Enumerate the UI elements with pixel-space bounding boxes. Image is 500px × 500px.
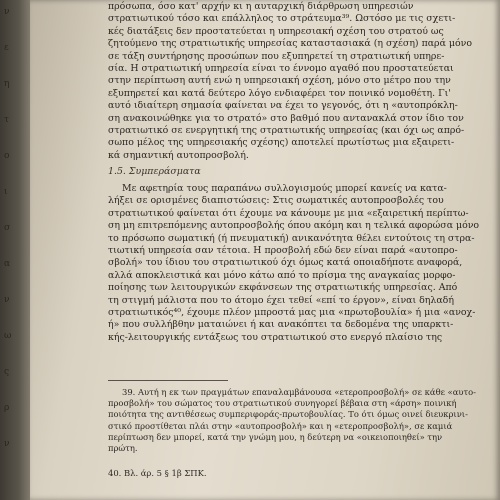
- text-line: ση μη επιτρεπόμενης αυτοπροσβολής όπου ακόμη και η τελικά αφορώσα μόνο: [108, 220, 480, 232]
- text-line: ή» που συλλήβθην ματαιώνει ή και ανακόπτει τα δεδομένα της υπαρκτι-: [108, 319, 454, 331]
- text-line: σε τάξη συντήρησης προσώπων που εξυπηρετεί τη στρατιωτική υπηρε-: [108, 50, 445, 62]
- facing-page-fragment: ι: [4, 187, 8, 197]
- facing-page-fragment: α: [4, 259, 11, 269]
- top-paragraph: [108, 1, 472, 162]
- footnote-40: 40. Βλ. άρ. 5 § 1β ΣΠΚ.: [108, 468, 207, 478]
- book-page: [30, 0, 500, 500]
- footnote-rule: [108, 380, 228, 381]
- text-line: στρατιωτικό σε ενεργητική της στρατιωτικής υπηρεσίας (και όχι ως απρό-: [108, 125, 465, 137]
- text-line: εξυπηρετεί και κατά δεύτερο λόγο ενδιαφέρει τον ποινικό νομοθέτη. Γι': [108, 87, 451, 99]
- text-line: περίπτωση δεν μπορεί, κατά την γνώμη μου, η δεύτερη να «οικειοποιηθεί» την: [108, 431, 443, 442]
- text-line: στρατιωτικός⁴⁰, έχουμε πλέον μπροστά μας μια «πρωτοβουλία» ή μια «ανοχ-: [108, 307, 476, 319]
- text-line: ση ανακοινώθηκε για το στρατό» στο βαθμό που αντανακλά στον ίδιο τον: [108, 112, 464, 124]
- main-paragraph: [108, 183, 480, 344]
- facing-page-fragment: ν: [4, 7, 10, 17]
- facing-page-fragment: ν: [4, 295, 10, 305]
- text-line: κές διατάξεις δεν προστατεύεται η υπηρεσιακή σχέση του στρατού ως: [108, 25, 444, 37]
- text-line: πρόσωπα, όσο κατ' αρχήν κι η αυταρχική διάρθρωση υπηρεσιών: [108, 1, 414, 12]
- facing-page-fragment: τ: [4, 115, 9, 125]
- text-line: στρατιωτικού φαίνεται ότι έχουμε να κάνουμε με μια «εξαιρετική περίπτω-: [108, 207, 469, 219]
- facing-page-edge: [0, 0, 34, 500]
- text-line: τιωτική υπηρεσία σαν τέτοια. Η προσβολή εδώ δεν είναι παρά «αυτοπρο-: [108, 245, 458, 257]
- text-line: τη στιγμή μάλιστα που το άτομο έχει τεθεί «επί το έργον», είναι δηλαδή: [108, 294, 454, 306]
- text-line: προσβολή» του σώματος του στρατιωτικού συνηγορεί βέβαια στη «άρση» ποινική: [108, 398, 457, 409]
- facing-page-fragment: ν: [4, 439, 10, 449]
- footnote-39: [108, 387, 476, 454]
- text-line: ποίησης των λειτουργικών εκφάνσεων της στρατιωτικής υπηρεσίας. Από: [108, 282, 458, 294]
- section-heading: 1.5. Συμπεράσματα: [108, 166, 201, 177]
- facing-page-fragment: σ: [4, 223, 11, 233]
- text-line: κά σημαντική αυτοπροσβολή.: [108, 149, 249, 161]
- facing-page-fragment: ρ: [4, 403, 10, 413]
- text-line: σβολή» του ίδιου του στρατιωτικού όχι όμως κατά οποιαδήποτε αναφορά,: [108, 257, 463, 269]
- text-line: στην περίπτωση αυτή ενώ η υπηρεσιακή σχέση, μόνο στο μέτρο που την: [108, 75, 451, 87]
- text-line: το πρόσωπο σωματική (ή πνευματική) ανικανότητα θέλει εντούτοις τη στρα-: [108, 232, 475, 244]
- text-line: πρώτη.: [108, 443, 138, 454]
- text-line: λήξει σε ορισμένες διαπιστώσεις: Στις σωματικές αυτοπροσβολές του: [108, 195, 444, 207]
- text-line: σία. Η στρατιωτική υπηρεσία είναι το έννομο αγαθό που προστατεύεται: [108, 63, 454, 75]
- facing-page-fragment: ς: [4, 367, 10, 377]
- text-line: Με αφετηρία τους παραπάνω συλλογισμούς μπορεί κανείς να κατα-: [122, 183, 447, 194]
- text-line: αλλά αποκλειστικά και μόνο κάτω από το πρίσμα της αναγκαίας μορφο-: [108, 269, 456, 281]
- text-line: στρατιωτικού τόσο και επάλληλος το στράτευμα³⁹. Ωστόσο με τις σχετι-: [108, 13, 456, 25]
- facing-page-fragment: ω: [4, 331, 12, 341]
- text-line: σωπο μέλος της υπηρεσιακής σχέσης) αποτελεί πρωτίστως μια εξαιρετι-: [108, 137, 455, 149]
- facing-page-fragment: η: [4, 79, 10, 89]
- text-line: ζητούμενο της στρατιωτικής υπηρεσίας καταστασιακά (η σχέση) παρά μόνο: [108, 38, 472, 50]
- text-line: 39. Αυτή η εκ των πραγμάτων επαναλαμβάνουσα «ετεροπροσβολή» σε κάθε «αυτο-: [122, 387, 476, 397]
- text-line: στικό προστίθεται πλάι στην «αυτοπροσβολή» και η «ετεροπροσβολή», σε καμιά: [108, 420, 453, 431]
- facing-page-fragment: ε: [4, 43, 9, 53]
- facing-page-fragment: ο: [4, 151, 10, 161]
- text-line: κής-λειτουργικής εντάξεως του στρατιωτικού στο ενεργό πλαίσιο της: [108, 331, 443, 343]
- text-line: αυτό ιδιαίτερη σημασία φαίνεται να έχει το γεγονός, ότι η «αυτοπρόκλη-: [108, 100, 458, 112]
- text-line: ποιότητα της αντιθέσεως συμπεριφοράς-πρωτοβουλίας. Το ότι όμως οινεί διευκρινι-: [108, 409, 468, 420]
